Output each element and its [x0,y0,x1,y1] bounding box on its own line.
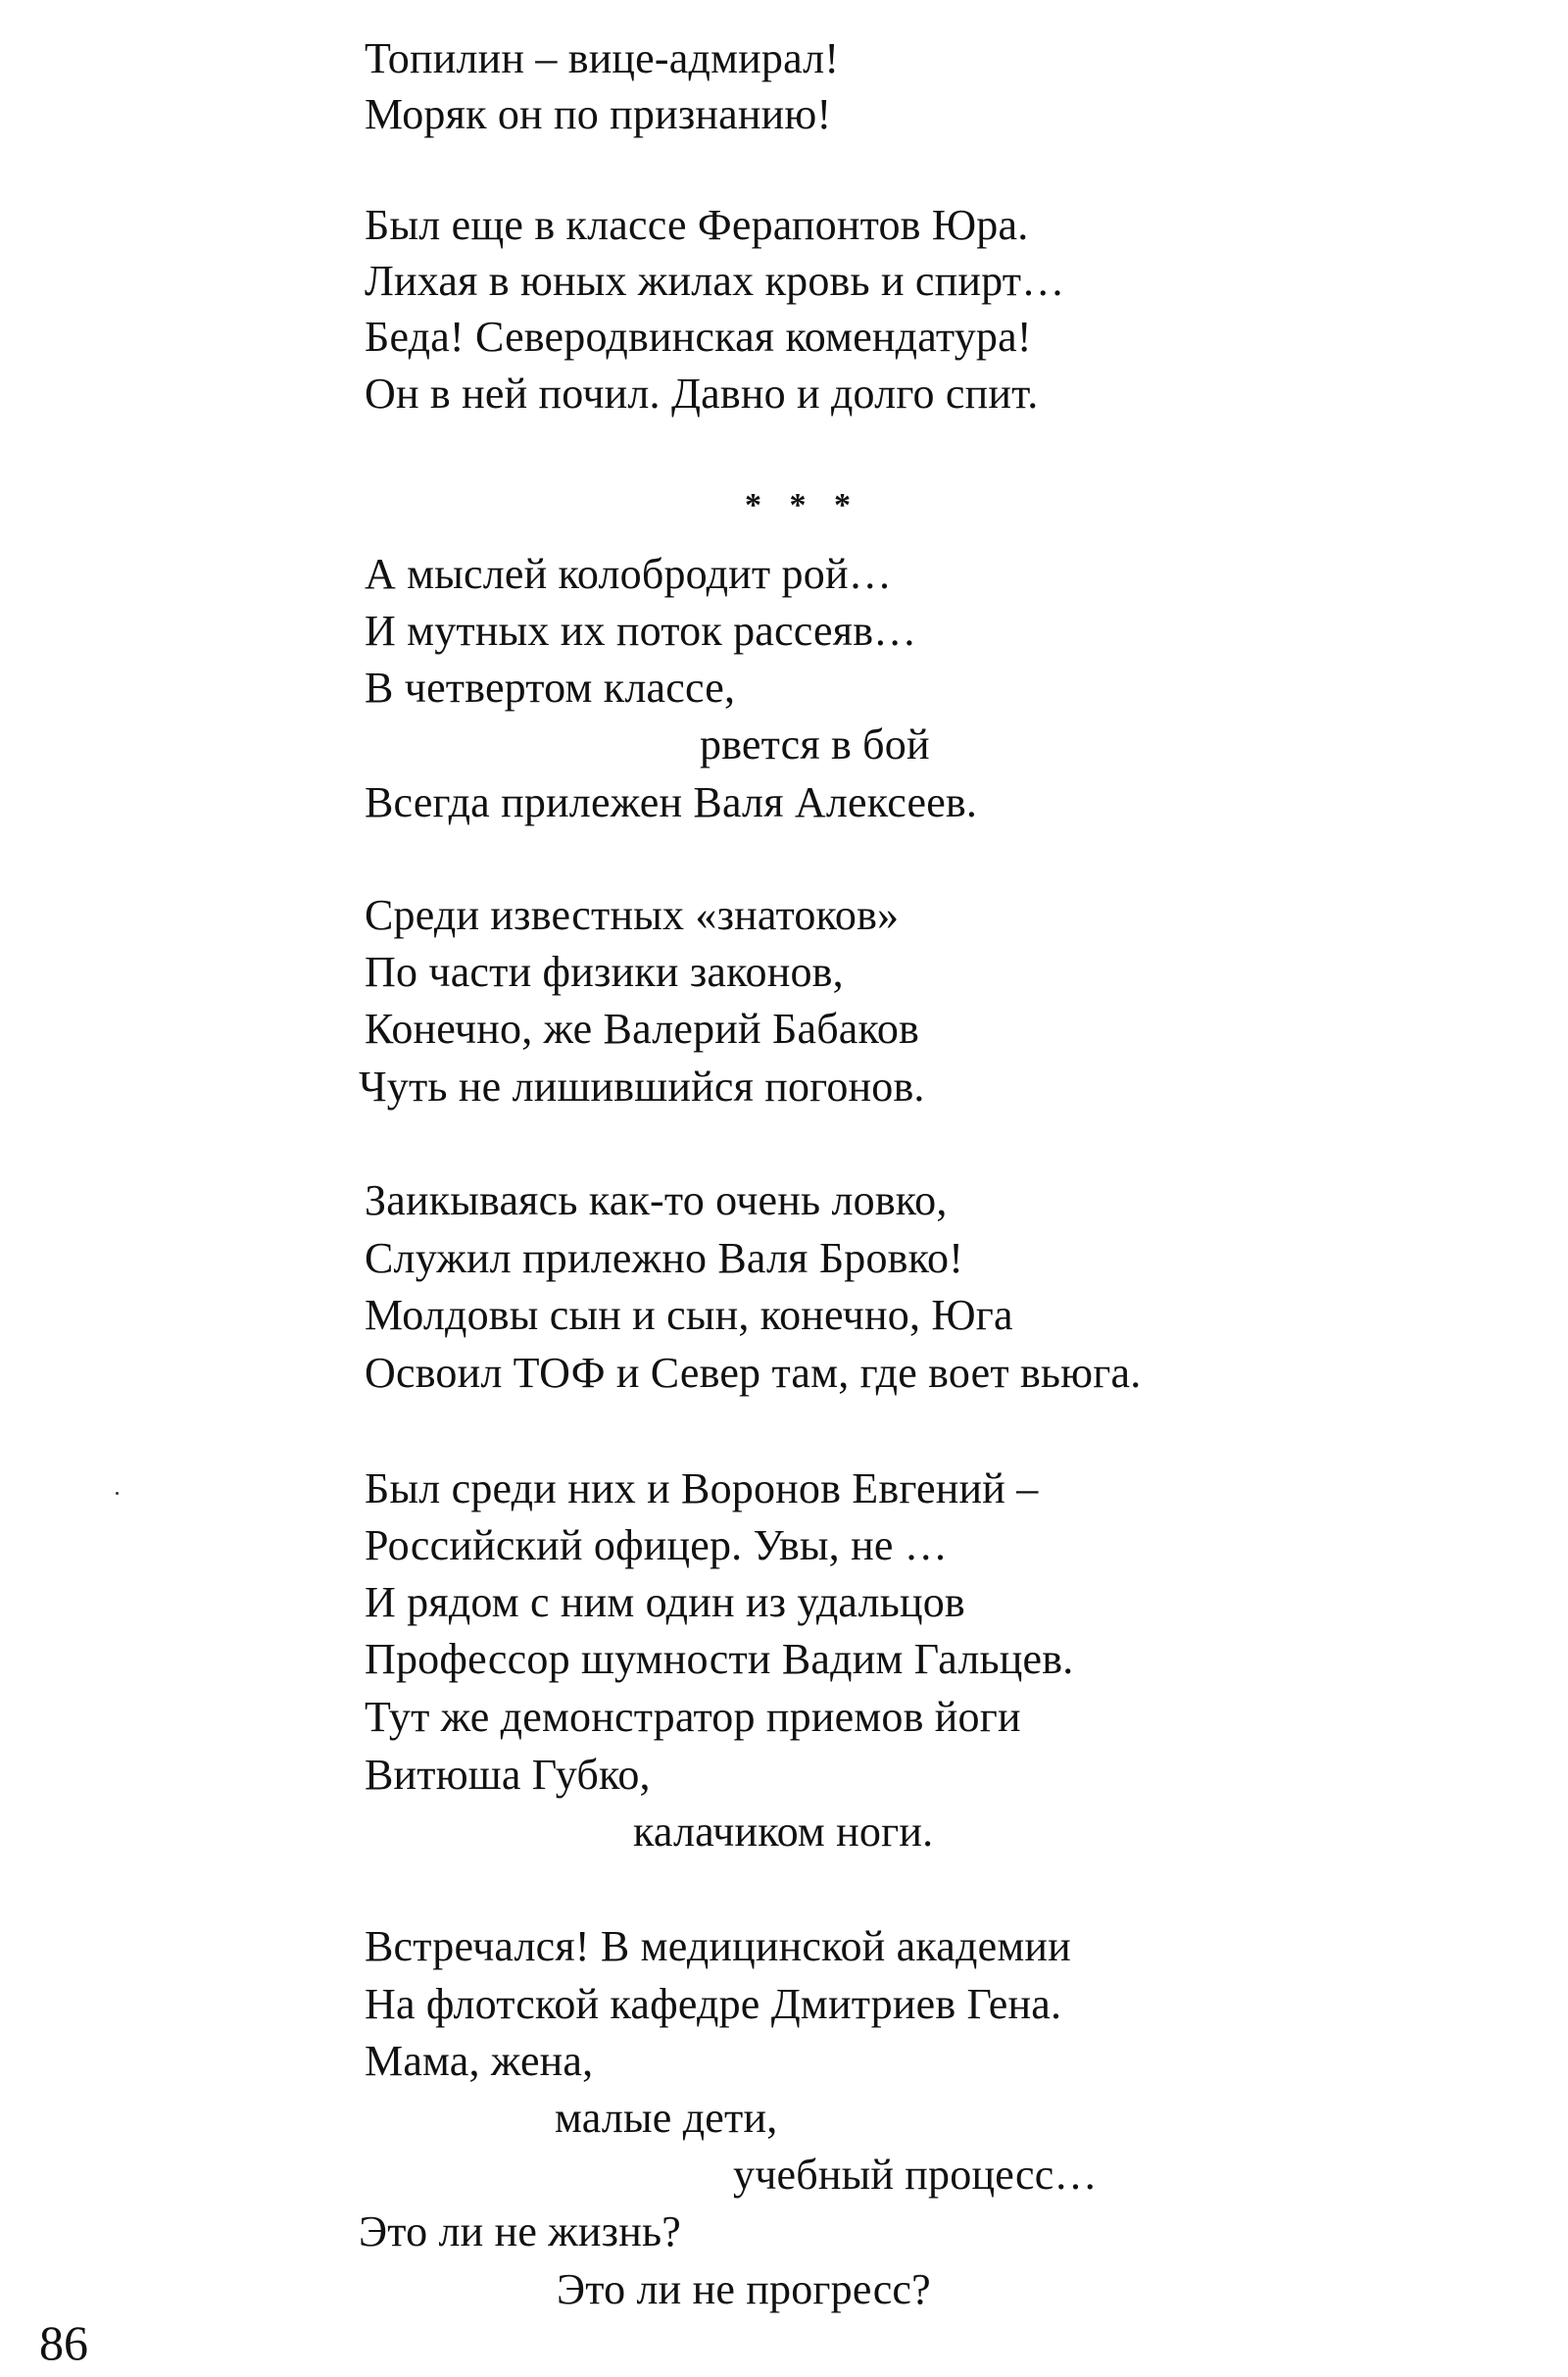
poem-line: Заикываясь как-то очень ловко, [365,1176,948,1224]
poem-line: калачиком ноги. [633,1808,934,1856]
poem-line: А мыслей колобродит рой… [365,550,892,598]
poem-line: На флотской кафедре Дмитриев Гена. [365,1980,1062,2028]
poem-line: Был среди них и Воронов Евгений – [365,1464,1039,1512]
poem-line: По части физики законов, [365,948,844,996]
poem-line: И мутных их поток рассеяв… [365,607,917,655]
poem-line: Моряк он по признанию! [365,90,832,138]
poem-line: Профессор шумности Вадим Гальцев. [365,1635,1074,1683]
poem-line: Мама, жена, [365,2037,594,2085]
poem-line: Это ли не жизнь? [359,2207,681,2255]
poem-line: В четвертом классе, [365,664,736,712]
poem-line: рвется в бой [700,720,930,768]
poem-line: малые дети, [555,2094,778,2142]
poem-line: Лихая в юных жилах кровь и спирт… [365,257,1065,305]
poem-line: Молдовы сын и сын, конечно, Юга [365,1291,1013,1339]
poem-line: Российский офицер. Увы, не … [365,1521,948,1569]
poem-line: И рядом с ним один из удальцов [365,1578,965,1626]
poem-line: Встречался! В медицинской академии [365,1922,1071,1970]
poem-line: Чуть не лишившийся погонов. [359,1063,925,1111]
poem-line: Был еще в классе Ферапонтов Юра. [365,201,1029,249]
poem-line: Конечно, же Валерий Бабаков [365,1005,920,1053]
poem-line: Освоил ТОФ и Север там, где воет вьюга. [365,1349,1142,1397]
page-number: 86 [39,2315,88,2370]
section-separator: * * * [745,487,860,523]
poem-line: Витюша Губко, [365,1751,651,1799]
poem-line: Он в ней почил. Давно и долго спит. [365,370,1039,418]
poem-line: Топилин – вице-адмирал! [365,34,840,82]
poem-line: Всегда прилежен Валя Алексеев. [365,778,978,826]
poem-line: учебный процесс… [733,2151,1098,2199]
scan-speck [116,1492,119,1495]
poem-line: Среди известных «знатоков» [365,891,900,939]
poem-line: Это ли не прогресс? [557,2265,931,2313]
poem-line: Беда! Северодвинская комендатура! [365,313,1032,361]
poem-line: Тут же демонстратор приемов йоги [365,1693,1021,1741]
poem-line: Служил прилежно Валя Бровко! [365,1234,964,1282]
